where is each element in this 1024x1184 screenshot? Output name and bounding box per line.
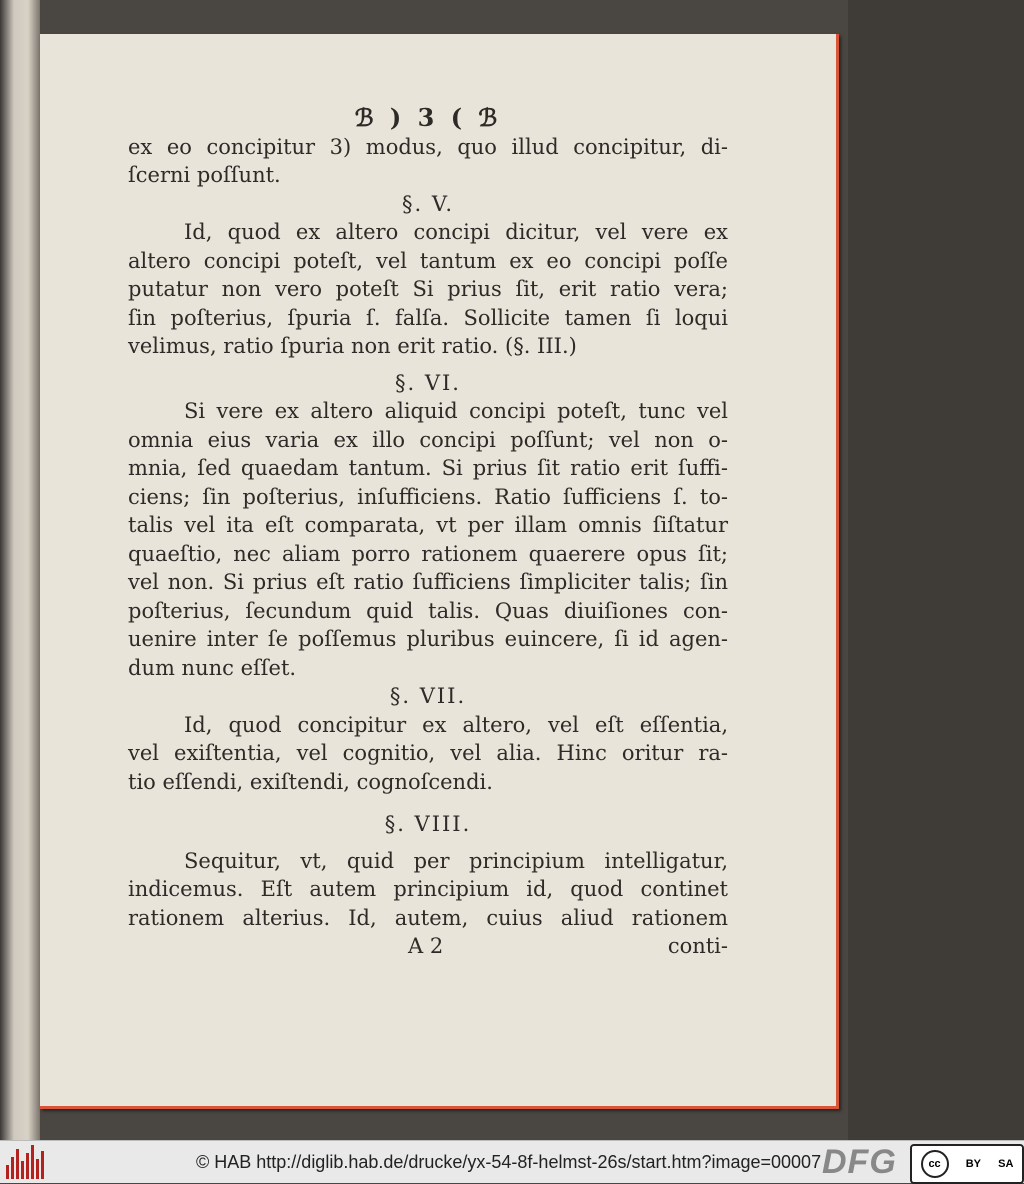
text-line: indicemus. Eſt autem principium id, quod continet: [128, 877, 728, 901]
text-line: poſterius, ſecundum quid talis. Quas diuiſiones con-: [128, 598, 728, 623]
text-line: omnia eius varia ex illo concipi poſſunt; vel non o-: [128, 427, 728, 452]
dfg-logo: DFG: [822, 1143, 897, 1181]
text-line: Si vere ex altero aliquid concipi poteſt, tunc vel: [184, 399, 728, 423]
text-line: altero concipi poteſt, vel tantum ex eo concipi poſſe: [128, 248, 728, 273]
scan-background: [848, 0, 1024, 1140]
section-heading: §. VI.: [395, 370, 461, 395]
text-line: rationem alterius. Id, autem, cuius aliud rationem: [128, 905, 728, 930]
hab-logo-icon: [6, 1145, 46, 1179]
adjacent-page-edge: [0, 0, 40, 1140]
text-line: ſcerni poſſunt.: [128, 163, 281, 187]
text-line: putatur non vero poteſt Si prius ſit, erit ratio vera;: [128, 277, 728, 301]
text-line: Sequitur, vt, quid per principium intelligatur,: [184, 848, 728, 873]
text-line: talis vel ita eſt comparata, vt per illam omnis ſiſtatur: [128, 513, 728, 537]
section-heading: §. VII.: [389, 684, 467, 708]
footer-bar: [0, 1140, 1024, 1183]
text-line: Id, quod concipitur ex altero, vel eſt eſſentia,: [184, 712, 728, 737]
by-icon: BY: [965, 1158, 981, 1170]
running-header: ℬ ) 3 ( ℬ: [354, 103, 502, 132]
text-line: vel exiſtentia, vel cognitio, vel alia. Hinc oritur ra-: [128, 741, 728, 765]
text-line: uenire inter ſe poſſemus pluribus euincere, ſi id agen-: [128, 627, 728, 651]
section-heading: §. V.: [401, 191, 455, 216]
text-line: tio eſſendi, exiſtendi, cognoſcendi.: [128, 769, 493, 794]
section-heading: §. VIII.: [384, 812, 472, 836]
text-line: quaeſtio, nec aliam porro rationem quaerere opus ſit;: [128, 541, 728, 566]
copyright-link[interactable]: © HAB http://diglib.hab.de/drucke/yx-54-8f-helmst-26s/start.htm?image=00007: [196, 1151, 822, 1172]
catchword: conti-: [667, 934, 728, 958]
sa-icon: SA: [998, 1158, 1014, 1170]
page-text: [128, 104, 728, 961]
text-line: velimus, ratio ſpuria non erit ratio. (§. III.): [128, 334, 577, 358]
text-line: ciens; ſin poſterius, inſufficiens. Ratio ſufficiens ſ. to-: [128, 484, 728, 509]
signature-mark: A 2: [408, 934, 444, 958]
cc-license-badge[interactable]: [910, 1144, 1024, 1184]
text-line: dum nunc eſſet.: [128, 655, 297, 680]
text-line: mnia, ſed quaedam tantum. Si prius ſit ratio erit ſuffi-: [128, 456, 728, 480]
book-page: [40, 34, 839, 1109]
text-line: Id, quod ex altero concipi dicitur, vel vere ex: [184, 220, 728, 244]
cc-icon: cc: [921, 1150, 949, 1178]
text-line: vel non. Si prius eſt ratio ſufficiens ſimpliciter talis; ſin: [128, 570, 728, 594]
signature-line: [128, 932, 728, 961]
text-line: ſin poſterius, ſpuria ſ. falſa. Sollicite tamen ſi loqui: [128, 305, 728, 330]
text-line: ex eo concipitur 3) modus, quo illud concipitur, di-: [128, 134, 728, 159]
